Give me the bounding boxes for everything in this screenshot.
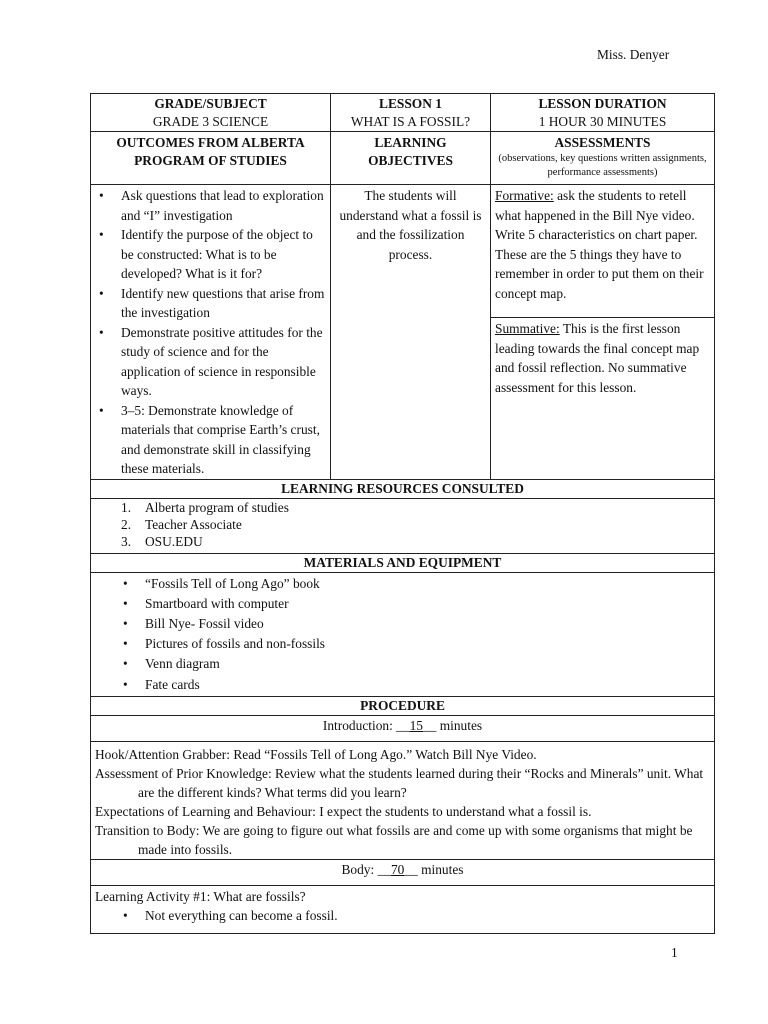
lesson-header-row (91, 94, 715, 132)
grade-subject-cell (91, 94, 331, 132)
lesson-label: LESSON 1 (379, 96, 442, 111)
lesson-title: WHAT IS A FOSSIL? (350, 114, 471, 129)
resources-cell (91, 498, 715, 553)
formative-text-2: Write 5 characteristics on chart paper. These are the 5 things they have to remember in order to put them on their concept map. (495, 227, 704, 301)
objective-text: The students will understand what a fossil is and the fossilization process. (339, 188, 482, 262)
list-item: • Bill Nye- Fossil video (141, 614, 710, 634)
formative-label: Formative: (495, 188, 554, 203)
list-number: 3. (121, 533, 132, 549)
introduction-time-row (91, 715, 715, 741)
body-label: Body: (341, 861, 378, 877)
formative-assessment (495, 186, 710, 225)
body-minutes: 70 (390, 861, 405, 877)
list-item: • Not everything can become a fossil. (141, 906, 710, 926)
body-suffix: minutes (417, 861, 464, 877)
body-time-row (91, 859, 715, 885)
list-item: • Venn diagram (141, 654, 710, 674)
materials-heading: MATERIALS AND EQUIPMENT (91, 553, 715, 572)
objective-cell (331, 185, 491, 480)
materials-list (95, 574, 710, 695)
list-item (121, 516, 710, 533)
summative-cell (491, 318, 715, 480)
section-heading-row (91, 132, 715, 185)
intro-blank-post: __ (422, 717, 437, 733)
body-blank-pre: __ (377, 861, 391, 877)
intro-minutes: 15 (409, 717, 423, 733)
procedure-heading: PROCEDURE (91, 696, 715, 715)
list-item-text: Teacher Associate (145, 516, 242, 532)
duration-label: LESSON DURATION (538, 96, 667, 111)
materials-heading-row (91, 553, 715, 572)
list-item: • Pictures of fossils and non-fossils (141, 634, 710, 654)
transition-paragraph: Transition to Body: We are going to figure out what fossils are and come up with some organisms that might be made into fossils. (95, 822, 693, 857)
hook-paragraph: Hook/Attention Grabber: Read “Fossils Tell of Long Ago.” Watch Bill Nye Video. (95, 746, 537, 762)
summative-assessment (495, 319, 710, 397)
lesson-plan-table (90, 93, 715, 934)
resources-heading: LEARNING RESOURCES CONSULTED (91, 479, 715, 498)
list-item (121, 533, 710, 550)
body-time-cell (91, 859, 715, 885)
assessments-subheading: (observations, key questions written assignments, performance assessments) (498, 153, 707, 178)
duration-value: 1 HOUR 30 MINUTES (538, 114, 667, 129)
introduction-row (91, 741, 715, 859)
activity-title: Learning Activity #1: What are fossils? (95, 888, 306, 904)
materials-cell (91, 572, 715, 696)
intro-suffix: minutes (436, 717, 483, 733)
introduction-time-cell (91, 715, 715, 741)
author-name: Miss. Denyer (597, 47, 670, 62)
outcomes-heading: OUTCOMES FROM ALBERTA PROGRAM OF STUDIES (91, 132, 331, 185)
list-item (121, 499, 710, 516)
list-item: • Identify the purpose of the object to be constructed: What is to be developed? What is it for? (117, 225, 326, 284)
expectations-paragraph: Expectations of Learning and Behaviour: I expect the students to understand what a fossil is. (95, 803, 592, 819)
prior-knowledge-paragraph: Assessment of Prior Knowledge: Review what the students learned during their “Rocks and Minerals” unit. What are the different kinds? What terms did you learn? (95, 765, 704, 800)
duration-cell (491, 94, 715, 132)
intro-blank-pre: __ (396, 717, 410, 733)
procedure-heading-row (91, 696, 715, 715)
assessments-heading: ASSESSMENTS (554, 135, 651, 150)
list-item: • Fate cards (141, 675, 710, 695)
outcomes-cell (91, 185, 331, 480)
lesson-cell (331, 94, 491, 132)
list-item: • Smartboard with computer (141, 594, 710, 614)
page-number: 1 (671, 945, 678, 960)
list-item: • Demonstrate positive attitudes for the study of science and for the application of science in responsible ways. (117, 323, 326, 401)
list-item: • 3–5: Demonstrate knowledge of materials that comprise Earth’s crust, and demonstrate skill in classifying these materials. (117, 401, 326, 479)
outcomes-content-row (91, 185, 715, 318)
objectives-heading: LEARNING OBJECTIVES (331, 132, 491, 185)
introduction-cell (91, 741, 715, 859)
activity-row (91, 885, 715, 933)
resources-list (95, 499, 710, 550)
activity-list (95, 906, 710, 926)
summative-label: Summative: (495, 321, 560, 336)
grade-subject-label: GRADE/SUBJECT (154, 96, 267, 111)
resources-heading-row (91, 479, 715, 498)
formative-cell (491, 185, 715, 318)
list-item: • “Fossils Tell of Long Ago” book (141, 574, 710, 594)
list-item-text: Alberta program of studies (145, 499, 289, 515)
formative-text: ask the students to retell what happened in the Bill Nye video. (495, 188, 695, 223)
materials-row (91, 572, 715, 696)
outcomes-list (95, 186, 326, 479)
intro-label: Introduction: (322, 717, 397, 733)
activity-cell (91, 885, 715, 933)
list-item: • Identify new questions that arise from the investigation (117, 284, 326, 323)
assessments-heading-cell (491, 132, 715, 185)
list-item: • Ask questions that lead to exploration and “I” investigation (117, 186, 326, 225)
body-blank-post: __ (404, 861, 418, 877)
list-number: 1. (121, 499, 132, 515)
list-number: 2. (121, 516, 132, 532)
summative-text: This is the first lesson leading towards the final concept map and fossil reflection. No summative assessment for this lesson. (495, 321, 700, 395)
list-item-text: OSU.EDU (145, 533, 203, 549)
resources-row (91, 498, 715, 553)
grade-subject-value: GRADE 3 SCIENCE (152, 114, 269, 129)
